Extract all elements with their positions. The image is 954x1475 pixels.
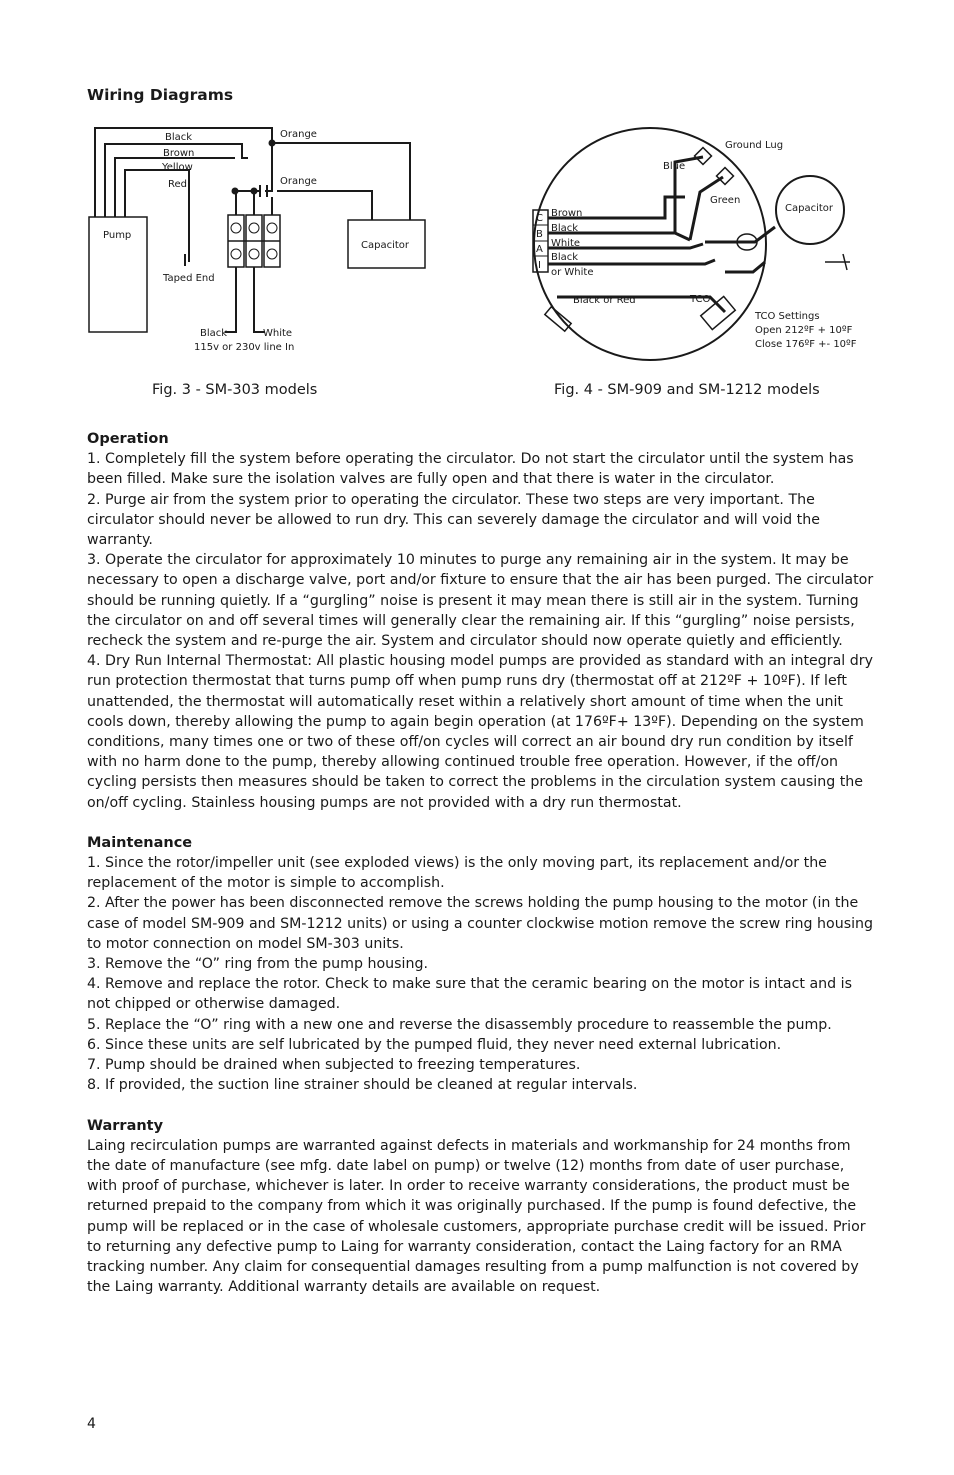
maintenance-heading: Maintenance	[87, 834, 193, 851]
label-black-or-red: Black or Red	[573, 295, 636, 306]
operation-item-3: 3. Operate the circulator for approximately 10 minutes to purge any remaining air in the system. It may be necessary to open a discharge valve, port and/or fixture to ensure that the air has been purged. The circulator should be running quietly. If a “gurgling” noise is present it may mean there is still air in the system. Turning the circulator on and off several times will generally clear the remaining air. If this “gurgling” noise persists, recheck the system and re-purge the air. System and circulator should now operate quietly and efficiently.	[87, 552, 874, 650]
maintenance-item-8: 8. If provided, the suction line strainer should be cleaned at regular intervals.	[87, 1077, 638, 1094]
label-tco-open: Open 212ºF + 10ºF	[755, 325, 853, 336]
label-red: Red	[168, 179, 187, 190]
fig3-caption: Fig. 3 - SM-303 models	[152, 382, 318, 398]
operation-item-1: 1. Completely fill the system before operating the circulator. Do not start the circulator until the system has been filled. Make sure the isolation valves are fully open and that there is water in the circulator.	[87, 451, 854, 488]
label-c: C	[536, 213, 543, 224]
label-capacitor-4: Capacitor	[785, 203, 834, 214]
label-line-white: White	[263, 328, 293, 339]
label-line-black: Black	[200, 328, 228, 339]
maintenance-item-4: 4. Remove and replace the rotor. Check to make sure that the ceramic bearing on the motor is intact and is not chipped or otherwise damaged.	[87, 976, 853, 1013]
label-tco-settings: TCO Settings	[755, 311, 820, 322]
fig3-wiring-diagram	[85, 122, 435, 362]
page-number: 4	[87, 1416, 96, 1432]
label-orange-top: Orange	[280, 129, 317, 140]
fig4-caption: Fig. 4 - SM-909 and SM-1212 models	[554, 382, 820, 398]
label-black: Black	[165, 132, 193, 143]
label-a: A	[536, 244, 543, 255]
label-capacitor: Capacitor	[361, 240, 410, 251]
label-yellow: Yellow	[162, 162, 193, 173]
operation-item-4: 4. Dry Run Internal Thermostat: All plastic housing model pumps are provided as standard with an integral dry run protection thermostat that turns pump off when pump runs dry (thermostat off at 212ºF + 10ºF). If left unattended, the thermostat will automatically reset within a relatively short amount of time when the unit cools down, thereby allowing the pump to again begin operation (at 176ºF+ 13ºF). Depending on the system conditions, many times one or two of these off/on cycles will correct an air bound dry run condition by itself with no harm done to the pump, thereby allowing continued trouble free operation. However, if the off/on cycling persists then measures should be taken to correct the problems in the circulation system causing the on/off cycling. Stainless housing pumps are not provided with a dry run thermostat.	[87, 653, 873, 811]
maintenance-item-3: 3. Remove the “O” ring from the pump housing.	[87, 956, 428, 973]
label-tco: TCO	[690, 294, 711, 305]
warranty-heading: Warranty	[87, 1117, 164, 1134]
maintenance-item-2: 2. After the power has been disconnected remove the screws holding the pump housing to the motor (in the case of model SM-909 and SM-1212 units) or using a counter clockwise motion remove the screw ring housing to motor connection on model SM-303 units.	[87, 895, 874, 952]
label-brown-4: Brown	[551, 208, 583, 219]
label-taped-end: Taped End	[163, 273, 215, 284]
label-or-white: or White	[551, 267, 594, 278]
label-pump: Pump	[103, 230, 132, 241]
label-blue: Blue	[663, 161, 686, 172]
label-brown: Brown	[163, 148, 195, 159]
maintenance-item-6: 6. Since these units are self lubricated by the pumped fluid, they never need external lubrication.	[87, 1036, 782, 1053]
fig4-wiring-diagram	[525, 122, 875, 367]
label-i: I	[538, 260, 541, 271]
label-tco-close: Close 176ºF +- 10ºF	[755, 339, 857, 350]
page-title: Wiring Diagrams	[87, 86, 234, 104]
operation-item-2: 2. Purge air from the system prior to operating the circulator. These two steps are very important. The circulator should never be allowed to run dry. This can severely damage the circulator and will void the warranty.	[87, 491, 820, 549]
warranty-text: Laing recirculation pumps are warranted against defects in materials and workmanship for 24 months from the date of manufacture (see mfg. date label on pump) or twelve (12) months from date of user purchase, with proof of purchase, whichever is later. In order to receive warranty considerations, the product must be returned prepaid to the company from which it was originally purchased. If the pump is found defective, the pump will be replaced or in the case of wholesale customers, appropriate purchase credit will be issued. Prior to returning any defective pump to Laing for warranty consideration, contact the Laing factory for an RMA tracking number. Any claim for consequential damages resulting from a pump malfunction is not covered by the Laing warranty. Additional warranty details are available on request.	[87, 1137, 866, 1296]
maintenance-item-7: 7. Pump should be drained when subjected to freezing temperatures.	[87, 1057, 581, 1074]
label-green: Green	[710, 195, 741, 206]
body-text	[87, 429, 877, 1297]
label-ground-lug: Ground Lug	[725, 140, 784, 151]
maintenance-item-5: 5. Replace the “O” ring with a new one and reverse the disassembly procedure to reassemble the pump.	[87, 1016, 832, 1033]
label-line-in: 115v or 230v line In	[194, 342, 295, 353]
label-b: B	[536, 229, 543, 240]
label-orange-mid: Orange	[280, 176, 317, 187]
maintenance-item-1: 1. Since the rotor/impeller unit (see exploded views) is the only moving part, its replacement and/or the replacement of the motor is simple to accomplish.	[87, 855, 827, 892]
label-black2-4: Black	[551, 252, 579, 263]
operation-heading: Operation	[87, 431, 169, 447]
label-black1-4: Black	[551, 223, 579, 234]
label-white-4: White	[551, 238, 581, 249]
